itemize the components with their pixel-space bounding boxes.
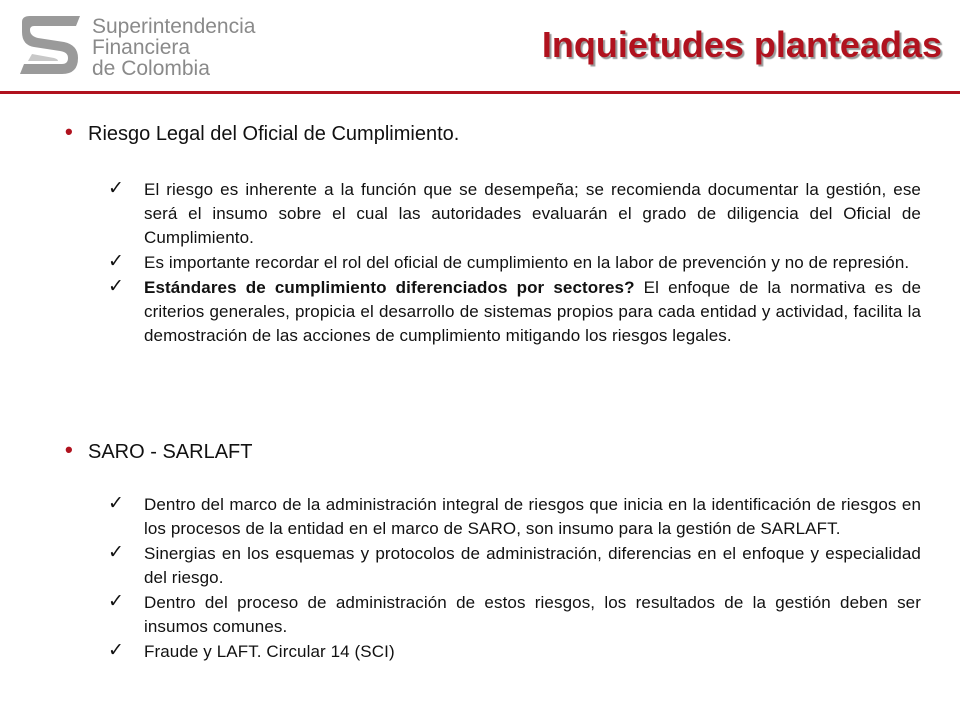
list-item: [0, 640, 960, 664]
saro-sarlaft-list: [0, 493, 960, 665]
list-item-text: [144, 178, 921, 250]
list-item: [0, 591, 960, 639]
list-item-body: El enfoque de la normativa es de criterios generales, propicia el desarrollo de sistemas propios para cada entidad y actividad, facilita la demostración de las acciones de cumplimiento mitigando los riesgos legales.: [144, 278, 921, 345]
list-item-text: [144, 251, 921, 275]
list-item-text: [144, 542, 921, 590]
list-item-body: Sinergias en los esquemas y protocolos de administración, diferencias en el enfoque y especialidad del riesgo.: [144, 544, 921, 587]
checkmark-icon: ✓: [108, 640, 124, 661]
legal-risk-list: [0, 178, 960, 349]
list-item-text: [144, 493, 921, 541]
list-item-body: Dentro del proceso de administración de estos riesgos, los resultados de la gestión deben ser insumos comunes.: [144, 593, 921, 636]
section-heading-text: SARO - SARLAFT: [88, 441, 253, 463]
logo-text-line-2: Financiera: [92, 36, 191, 59]
list-item-body: Fraude y LAFT. Circular 14 (SCI): [144, 642, 395, 661]
logo-text-line-3: de Colombia: [92, 57, 210, 80]
logo-text-line-1: Superintendencia: [92, 15, 256, 38]
checkmark-icon: ✓: [108, 542, 124, 563]
list-item-text: [144, 640, 921, 664]
list-item-body: El riesgo es inherente a la función que se desempeña; se recomienda documentar la gestión, ese será el insumo sobre el cual las autoridades evaluarán el grado de diligencia del Oficial de Cumplimiento.: [144, 180, 921, 247]
list-item: [0, 542, 960, 590]
list-item-body: Dentro del marco de la administración integral de riesgos que inicia en la identificación de riesgos en los procesos de la entidad en el marco de SARO, son insumo para la gestión de SARLAFT.: [144, 495, 921, 538]
list-item: [0, 276, 960, 348]
section-heading-text: Riesgo Legal del Oficial de Cumplimiento.: [88, 123, 460, 145]
checkmark-icon: ✓: [108, 276, 124, 297]
list-item: [0, 178, 960, 250]
list-item-text: [144, 276, 921, 348]
checkmark-icon: ✓: [108, 178, 124, 199]
checkmark-icon: ✓: [108, 591, 124, 612]
list-item: [0, 251, 960, 275]
list-item-text: [144, 591, 921, 639]
bullet-icon: •: [65, 119, 73, 144]
checkmark-icon: ✓: [108, 493, 124, 514]
list-item-body: Es importante recordar el rol del oficial de cumplimiento en la labor de prevención y no de represión.: [144, 253, 910, 272]
bullet-icon: •: [65, 437, 73, 462]
slide-title: Inquietudes planteadas: [541, 24, 942, 65]
checkmark-icon: ✓: [108, 251, 124, 272]
list-item-lead: Estándares de cumplimiento diferenciados por sectores?: [144, 278, 635, 297]
list-item: [0, 493, 960, 541]
